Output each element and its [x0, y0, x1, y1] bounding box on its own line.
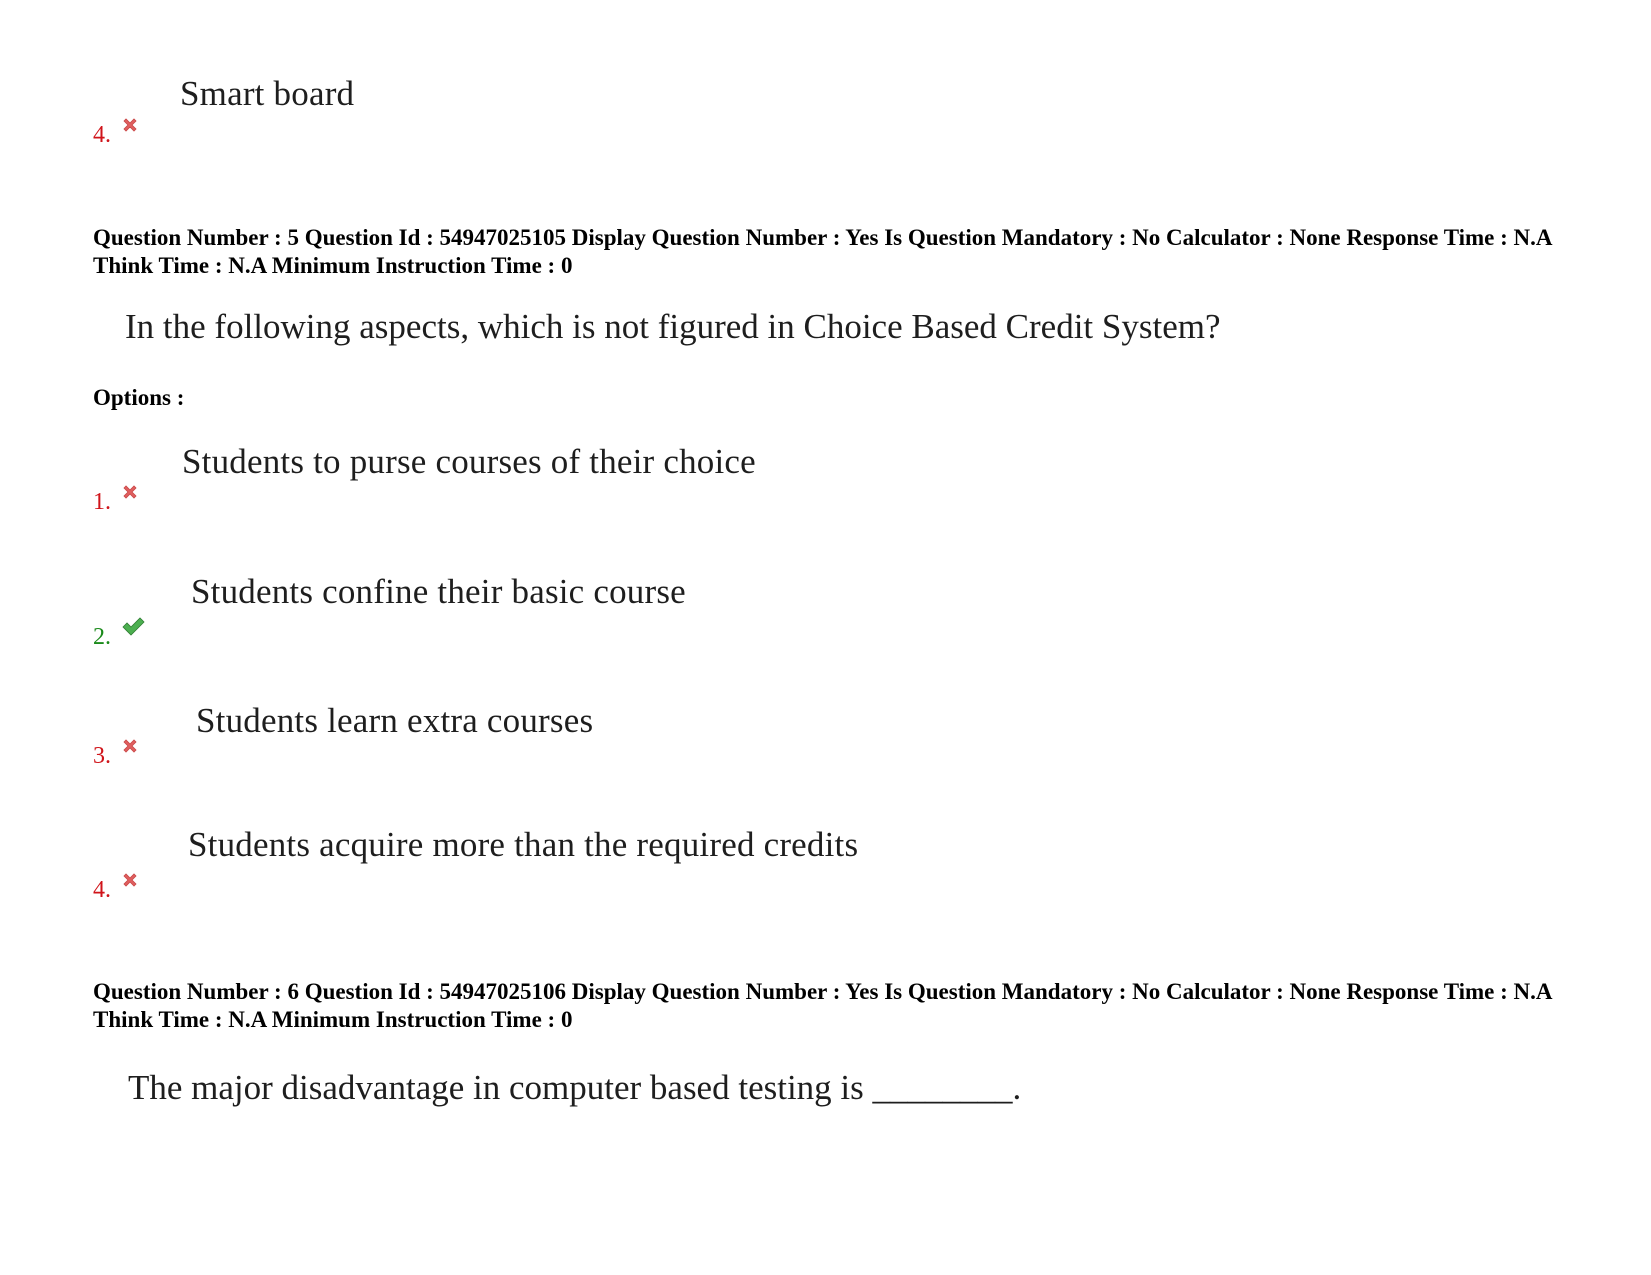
prev-option-4-text: Smart board	[180, 74, 355, 113]
question-6-meta: Question Number : 6 Question Id : 54947025106 Display Question Number : Yes Is Question Mandatory : No Calculator : None Response Time : N.A Think Time : N.A Minimum Instruction Time : 0	[93, 979, 1552, 1032]
check-icon	[121, 616, 145, 643]
q5-option-4-number: 4.	[93, 877, 111, 903]
question-5-options-label: Options :	[93, 385, 185, 410]
q5-option-3	[93, 743, 139, 770]
q5-option-2	[93, 624, 145, 651]
cross-icon	[121, 869, 139, 896]
cross-icon	[121, 114, 139, 141]
q5-option-3-number: 3.	[93, 743, 111, 769]
q5-option-2-text: Students confine their basic course	[191, 572, 686, 611]
question-5-meta: Question Number : 5 Question Id : 54947025105 Display Question Number : Yes Is Question Mandatory : No Calculator : None Response Time : N.A Think Time : N.A Minimum Instruction Time : 0	[93, 225, 1552, 278]
q5-option-3-text: Students learn extra courses	[196, 701, 594, 740]
q5-option-4	[93, 877, 139, 904]
q5-option-1-text: Students to purse courses of their choice	[182, 442, 756, 481]
cross-icon	[121, 481, 139, 508]
q5-option-1-number: 1.	[93, 489, 111, 515]
q5-option-4-text: Students acquire more than the required credits	[188, 825, 859, 864]
question-6-text: The major disadvantage in computer based testing is ________.	[128, 1068, 1022, 1107]
question-5-text: In the following aspects, which is not figured in Choice Based Credit System?	[125, 307, 1221, 346]
prev-option-4	[93, 122, 139, 149]
q5-option-2-number: 2.	[93, 624, 111, 650]
q5-option-1	[93, 489, 139, 516]
cross-icon	[121, 735, 139, 762]
prev-option-4-number: 4.	[93, 122, 111, 148]
